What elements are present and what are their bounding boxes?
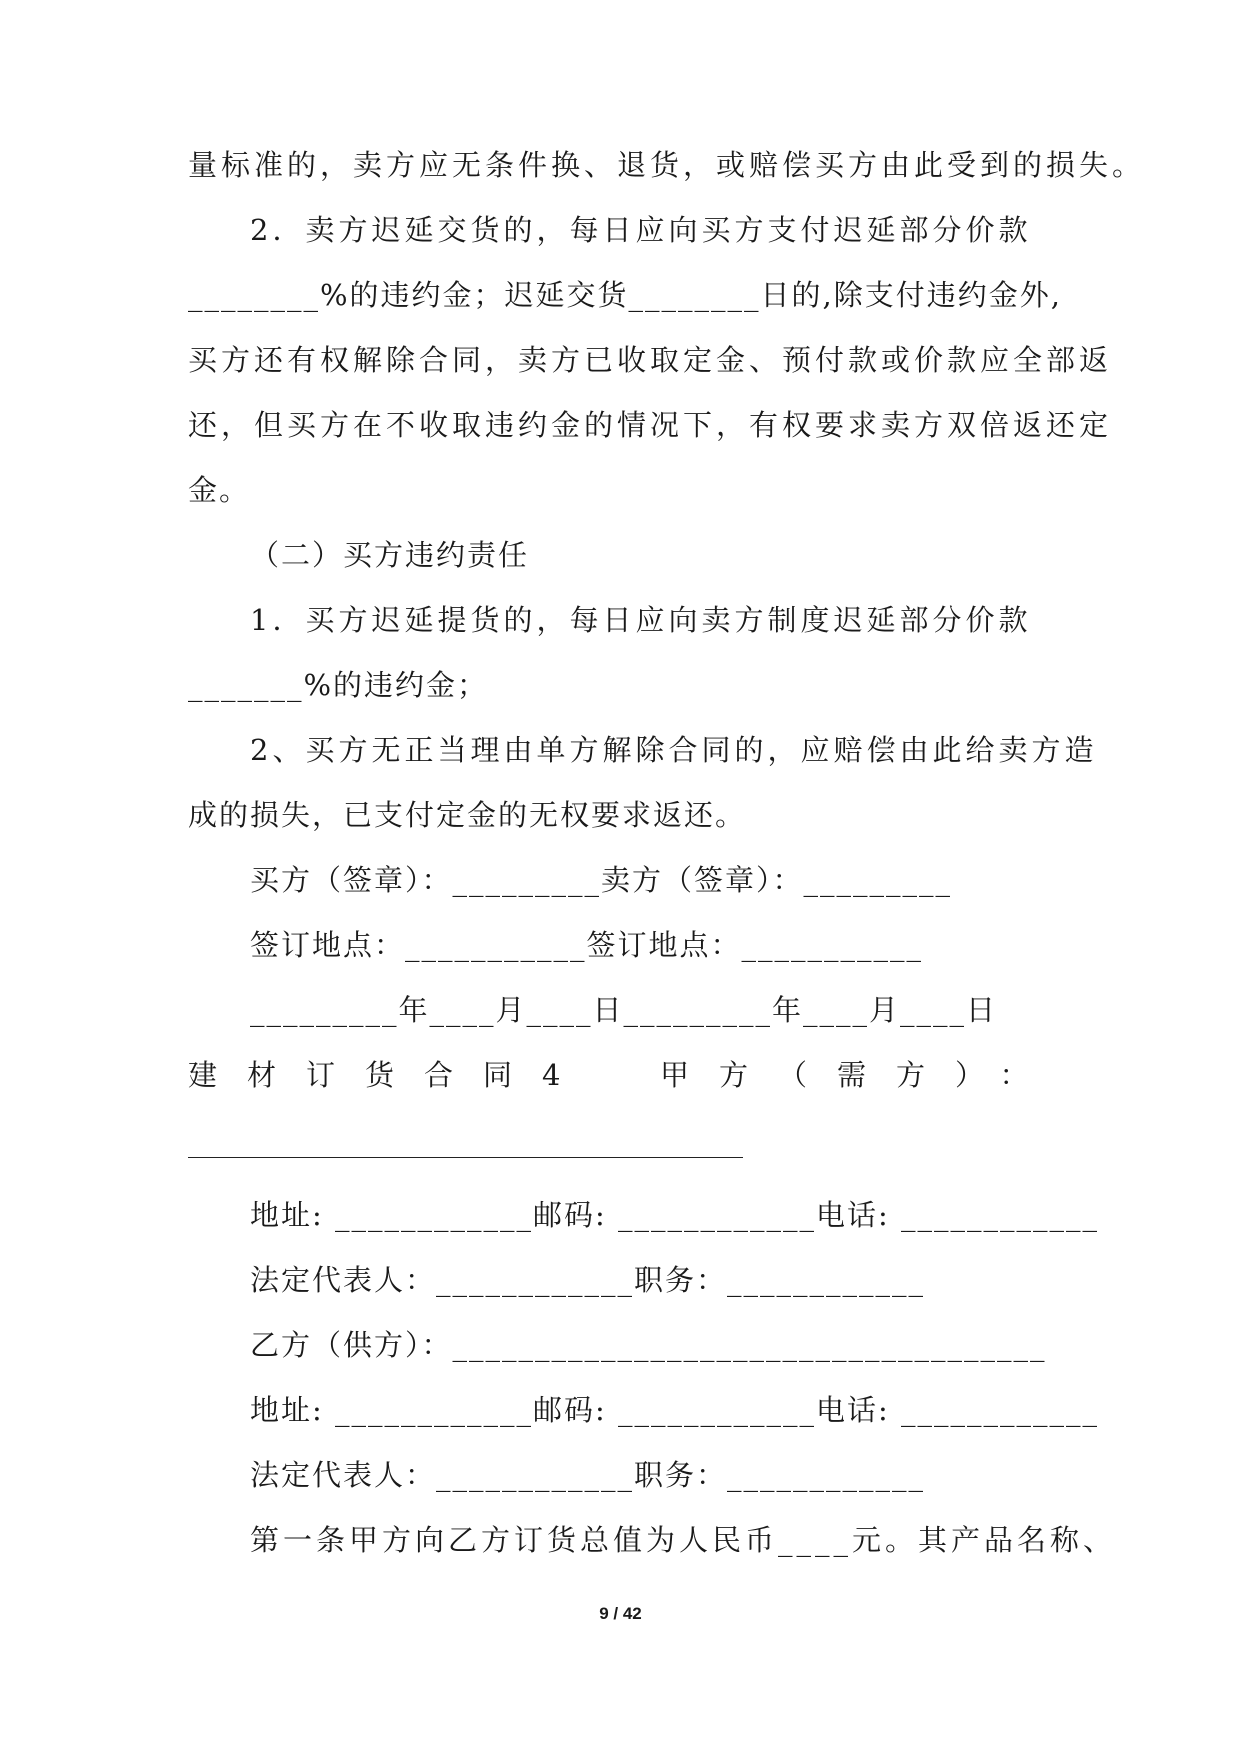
party-a-representative-line: 法定代表人：____________职务：____________: [250, 1263, 926, 1297]
body-line-6: 金。: [188, 473, 251, 507]
section-heading: （二）买方违约责任: [250, 538, 530, 572]
body-line-11: 成的损失，已支付定金的无权要求返还。: [188, 798, 747, 832]
body-line-2: 2．卖方迟延交货的，每日应向买方支付迟延部分价款: [250, 213, 1032, 247]
page-number: 9 / 42: [599, 1604, 642, 1623]
body-line-3: ________%的违约金；迟延交货________日的,除支付违约金外,: [188, 278, 1062, 312]
body-line-10: 2、买方无正当理由单方解除合同的，应赔偿由此给卖方造: [250, 733, 1098, 767]
party-a-label: 甲方（需方）：: [660, 1058, 1059, 1092]
signing-place-line: 签订地点：___________签订地点：___________: [250, 928, 924, 962]
body-line-1: 量标准的，卖方应无条件换、退货，或赔偿买方由此受到的损失。: [188, 148, 1146, 182]
party-b-label: 乙方（供方）：____________________________________: [250, 1328, 1047, 1362]
signature-line: 买方（签章）：_________卖方（签章）：_________: [250, 863, 953, 897]
body-line-9: _______%的违约金；: [188, 668, 489, 702]
party-b-representative-line: 法定代表人：____________职务：____________: [250, 1458, 926, 1492]
body-line-5: 还，但买方在不收取违约金的情况下，有权要求卖方双倍返还定: [188, 408, 1113, 442]
contract-title: 建材订货合同4: [188, 1058, 591, 1092]
body-line-4: 买方还有权解除合同，卖方已收取定金、预付款或价款应全部返: [188, 343, 1113, 377]
date-line: _________年____月____日_________年____月____日: [250, 993, 998, 1027]
party-a-address-line: 地址: ____________邮码: ____________电话: ____________: [250, 1198, 1099, 1232]
body-line-8: 1．买方迟延提货的，每日应向卖方制度迟延部分价款: [250, 603, 1032, 637]
party-b-address-line: 地址: ____________邮码: ____________电话: ____________: [250, 1393, 1099, 1427]
article-one-line: 第一条甲方向乙方订货总值为人民币____元。其产品名称、: [250, 1523, 1117, 1557]
party-a-blank: [188, 1157, 743, 1158]
